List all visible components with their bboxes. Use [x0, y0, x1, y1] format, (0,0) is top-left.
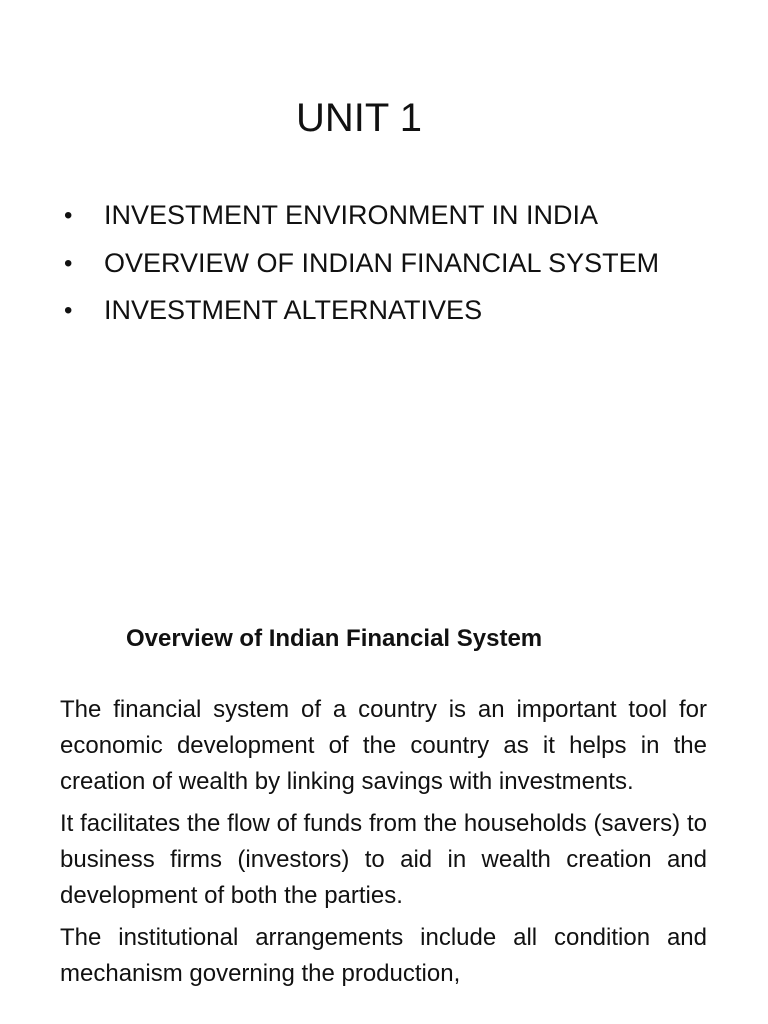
list-item — [64, 240, 659, 288]
paragraph: The financial system of a country is an important tool for economic development of the country as it helps in the creation of wealth by linking savings with investments. — [60, 696, 707, 795]
slide-overview — [0, 560, 768, 1024]
section-heading: Overview of Indian Financial System — [126, 625, 543, 652]
topic-label: INVESTMENT ENVIRONMENT IN INDIA — [104, 200, 599, 230]
bullet-icon: • — [64, 249, 73, 277]
list-item — [64, 287, 659, 335]
bullet-icon: • — [64, 202, 73, 229]
paragraph: The institutional arrangements include all condition and mechanism governing the production, — [60, 924, 707, 987]
body-text — [60, 692, 707, 998]
topic-label: OVERVIEW OF INDIAN FINANCIAL SYSTEM — [104, 247, 660, 278]
bullet-icon: • — [64, 297, 73, 324]
unit-title: UNIT 1 — [296, 96, 422, 140]
topic-list — [64, 192, 659, 335]
topic-label: INVESTMENT ALTERNATIVES — [104, 295, 483, 325]
paragraph: It facilitates the flow of funds from the households (savers) to business firms (investors) to aid in wealth creation and development of both the parties. — [60, 810, 707, 909]
list-item — [64, 192, 659, 240]
